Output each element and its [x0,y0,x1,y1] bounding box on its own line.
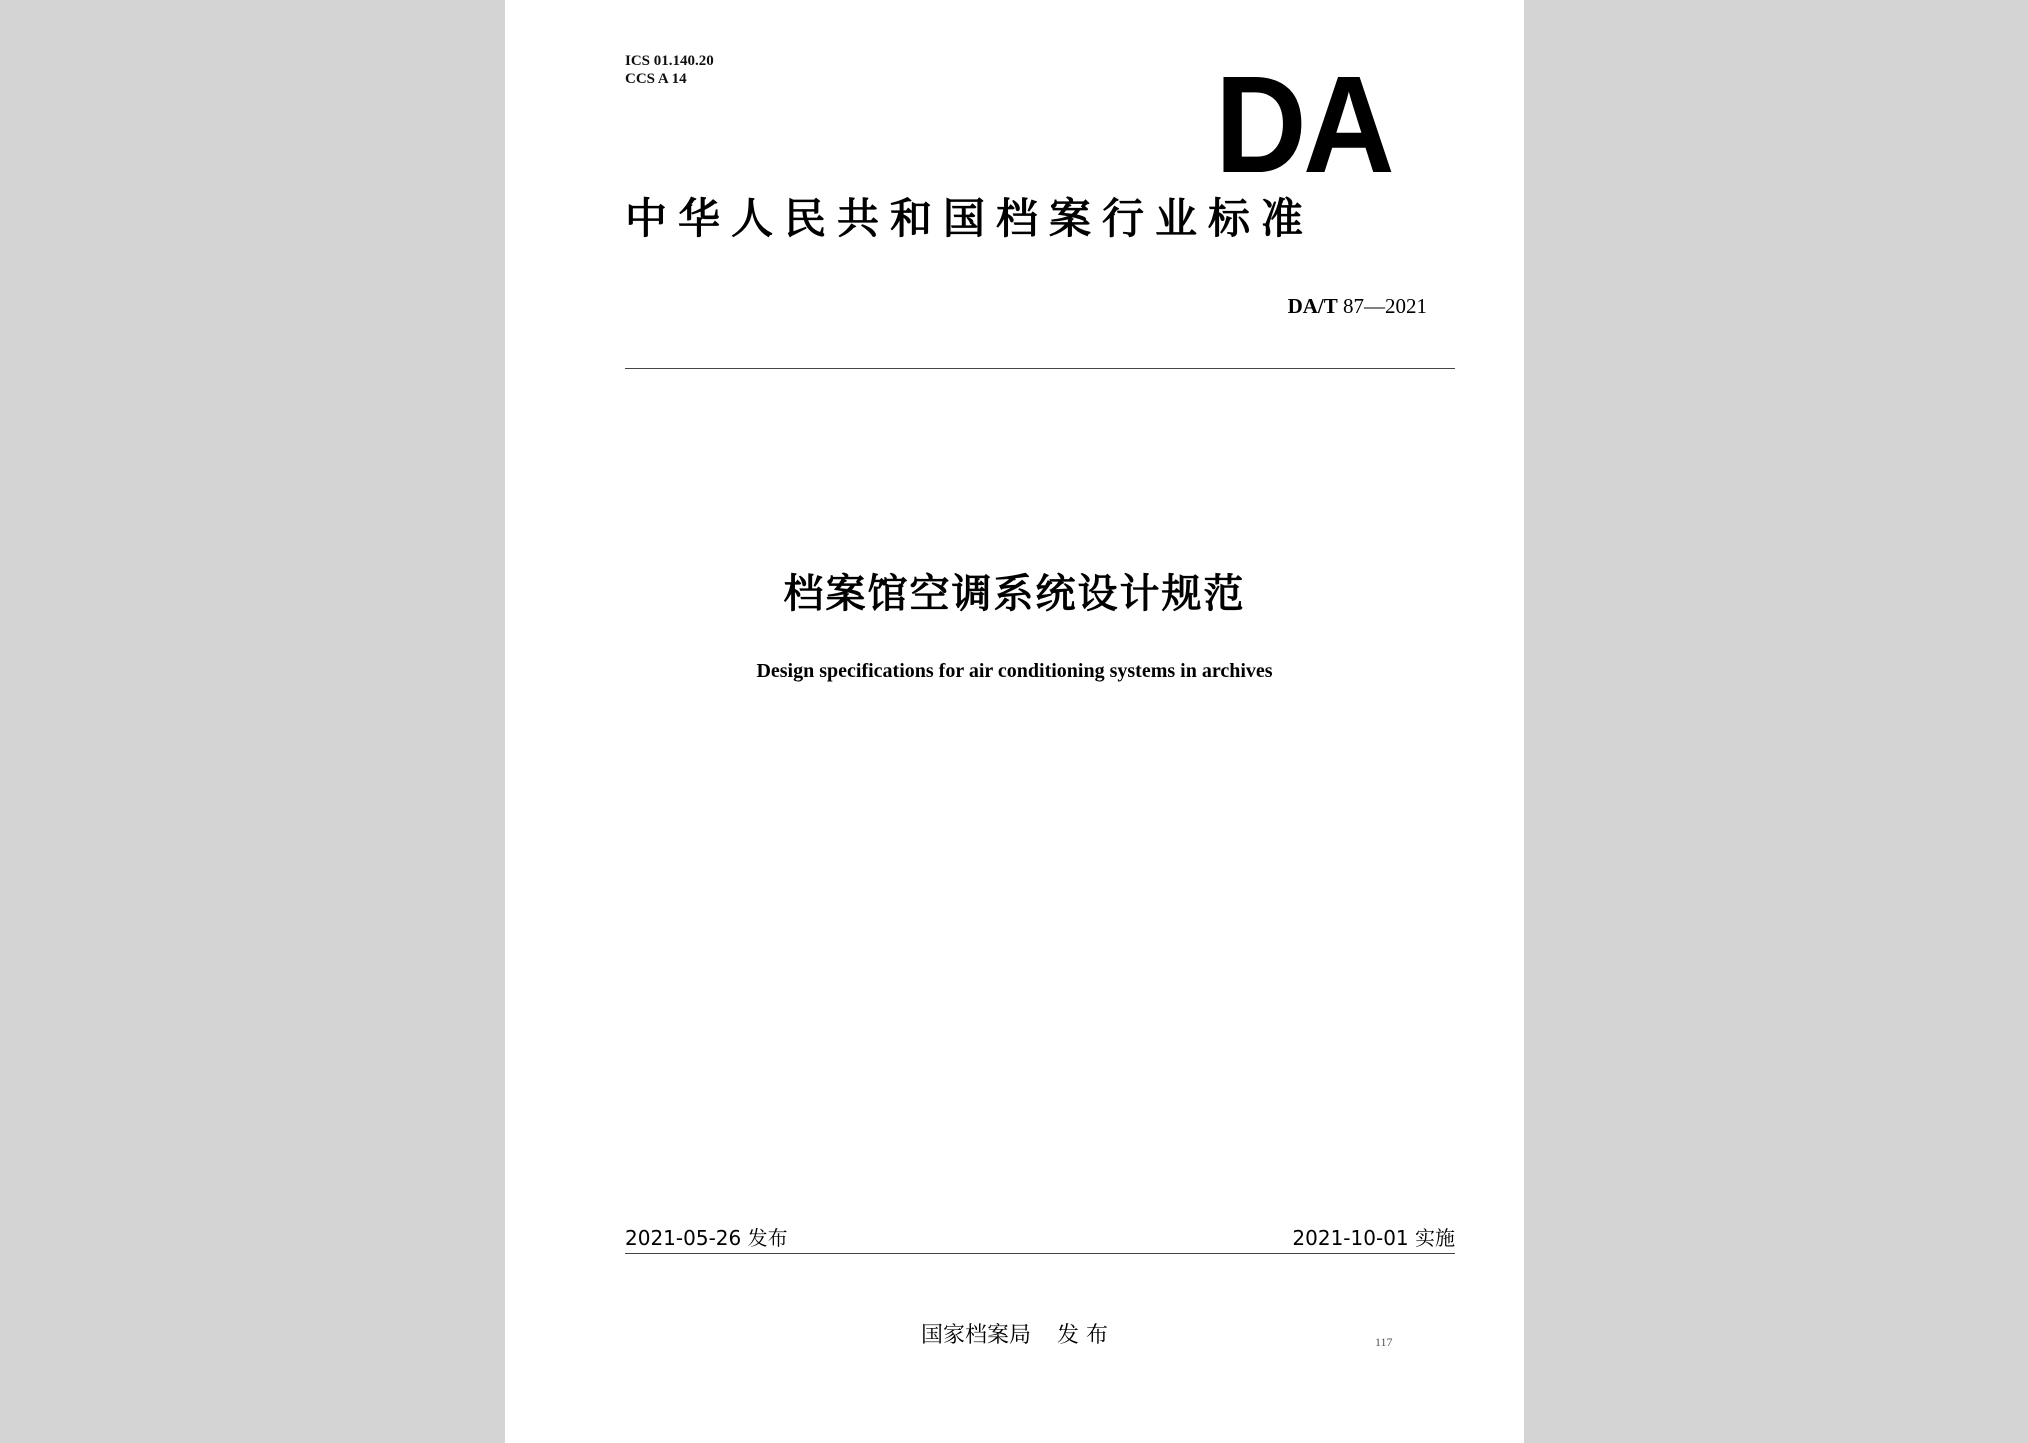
standard-number-value: 87—2021 [1343,294,1427,318]
standard-prefix: DA/T [1287,294,1338,318]
top-divider [625,368,1455,369]
document-title-english: Design specifications for air conditioning systems in archives [756,660,1273,682]
publish-word: 发 布 [1057,1323,1108,1348]
document-title-chinese: 档案馆空调系统设计规范 [783,571,1246,617]
ics-code: ICS 01.140.20 [625,53,714,69]
issuer-title: 中华人民共和国档案行业标准 [625,194,1315,243]
da-logo: DA [1215,48,1392,202]
publisher-name: 国家档案局 [920,1323,1031,1348]
effective-date: 2021-10-01 实施 [1292,1226,1455,1250]
publisher-line [505,1318,1524,1349]
ccs-code: CCS A 14 [625,71,687,87]
document-page [505,0,1524,1443]
classification-codes [625,52,714,88]
page-number: 117 [1375,1335,1393,1349]
standard-number [1288,294,1427,319]
release-date: 2021-05-26 发布 [625,1226,788,1250]
bottom-divider [625,1253,1455,1254]
